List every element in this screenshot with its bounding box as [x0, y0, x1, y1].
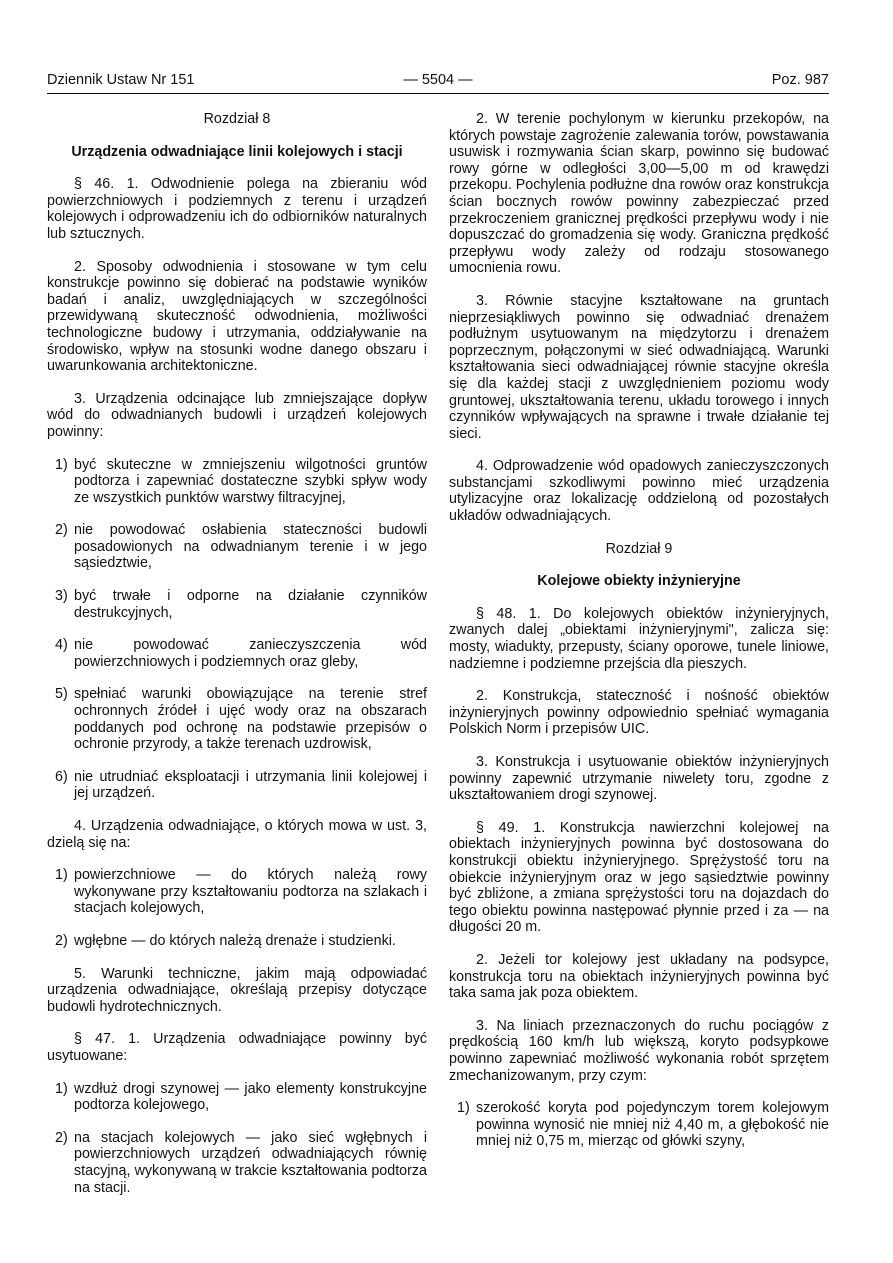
chapter-label: Rozdział 8	[203, 111, 271, 127]
paragraph: 2. Konstrukcja, stateczność i nośność obiektów inżynieryjnych powinny odpowiednio spełniać wymagania Polskich Norm i przepisów UIC.	[449, 688, 829, 738]
paragraph: 5. Warunki techniczne, jakim mają odpowiadać urządzenia odwadniające, określają przepisy dotyczące budowli hydrotechnicznych.	[47, 965, 427, 1015]
paragraph: 3. Konstrukcja i usytuowanie obiektów inżynieryjnych powinny zapewnić utrzymanie niwelety toru, zgodne z ukształtowaniem drogi szynowej.	[449, 754, 829, 804]
paragraph: § 49. 1. Konstrukcja nawierzchni kolejowej na obiektach inżynieryjnych powinna być dostosowana do konstrukcji obiektu inżynieryjnego. Sprężystość toru na obiekcie inżynieryjnym oraz w jego sąsiedztwie powinny być zbliżone, a zmiana sprężystości toru na dojazdach do tego obiektu powinna następować płynnie przed i za — na długości 20 m.	[449, 819, 829, 936]
chapter-title: Kolejowe obiekty inżynieryjne	[537, 573, 741, 590]
header-rule	[47, 93, 829, 94]
list-item: 3) być trwałe i odporne na działanie czynników destrukcyjnych,	[55, 588, 427, 621]
paragraph: 4. Odprowadzenie wód opadowych zanieczyszczonych substancjami szkodliwymi powinno mieć urządzenia utylizacyjne oraz lokalizację oddzieloną od pozostałych układów odwadniających.	[449, 458, 829, 525]
page-header	[47, 72, 829, 94]
paragraph: 3. Na liniach przeznaczonych do ruchu pociągów z prędkością 160 km/h lub większą, koryto podsypkowe powinno zapewniać możliwość wykonania robót sprzętem zmechanizowanym, przy czym:	[449, 1017, 829, 1084]
paragraph: § 47. 1. Urządzenia odwadniające powinny być usytuowane:	[47, 1031, 427, 1064]
list-item: 1) wzdłuż drogi szynowej — jako elementy konstrukcyjne podtorza kolejowego,	[55, 1080, 427, 1114]
right-column	[449, 111, 829, 1166]
paragraph: § 48. 1. Do kolejowych obiektów inżynieryjnych, zwanych dalej „obiektami inżynieryjnymi", zalicza się: mosty, wiadukty, przepusty, ściany oporowe, tunele liniowe, nadziemne i podziemne przejścia dla pieszych.	[449, 605, 829, 672]
paragraph: § 46. 1. Odwodnienie polega na zbieraniu wód powierzchniowych i podziemnych z terenu i urządzeń kolejowych i odprowadzeniu ich do odbiorników naturalnych lub sztucznych.	[47, 176, 427, 242]
list-item: 2) nie powodować osłabienia stateczności budowli posadowionych na odwadnianym terenie i w jego sąsiedztwie,	[55, 522, 427, 572]
list-item: 5) spełniać warunki obowiązujące na terenie stref ochronnych źródeł i ujęć wody oraz na obszarach poddanych pod ochronę na podstawie przepisów o ochronie przyrody, a także terenach uzdrowisk,	[55, 686, 427, 753]
list-item: 2) wgłębne — do których należą drenaże i studzienki.	[55, 932, 396, 949]
paragraph: 3. Urządzenia odcinające lub zmniejszające dopływ wód do odwadnianych budowli i urządzeń kolejowych powinny:	[47, 390, 427, 440]
paragraph: 4. Urządzenia odwadniające, o których mowa w ust. 3, dzielą się na:	[47, 818, 427, 851]
list-item: 4) nie powodować zanieczyszczenia wód powierzchniowych i podziemnych oraz gleby,	[55, 637, 427, 670]
list-item: 1) być skuteczne w zmniejszeniu wilgotności gruntów podtorza i zapewniać dostateczne szybki spływ wody ze wszystkich punktów warstwy filtracyjnej,	[55, 456, 427, 506]
list-item: 1) powierzchniowe — do których należą rowy wykonywane przy kształtowaniu podtorza na szlakach i stacjach kolejowych,	[55, 867, 427, 917]
left-column	[47, 111, 427, 1212]
paragraph: 3. Równie stacyjne kształtowane na gruntach nieprzesiąkliwych powinno się odwadniać drenażem podłużnym usytuowanym na międzytorzu i drenażem poprzecznym, połączonymi w sieć odwadniającą. Warunki kształtowania sieci odwadniającej równie stacyjne określa się dla każdej stacji z uwzględnieniem poziomu wody gruntowej, ukształtowania terenu, układu torowego i innych czynników wpływających na sprawne i trwałe działanie tej sieci.	[449, 292, 829, 442]
list-item: 1) szerokość koryta pod pojedynczym torem kolejowym powinna wynosić nie mniej niż 4,40 m, a głębokość nie mniej niż 0,75 m, mierząc od główki szyny,	[457, 1100, 829, 1150]
chapter-label: Rozdział 9	[605, 540, 673, 557]
paragraph: 2. Sposoby odwodnienia i stosowane w tym celu konstrukcje powinno się dobierać na podstawie wyników badań i analiz, uwzględniających w szczególności przewidywaną skuteczność odwodnienia, możliwości technologiczne budowy i utrzymania, oddziaływanie na środowisko, wpływ na stosunki wodne danego obszaru i uwarunkowania architektoniczne.	[47, 258, 427, 375]
paragraph: 2. W terenie pochylonym w kierunku przekopów, na których powstaje zagrożenie zalewania torów, powstawania usuwisk i rozmywania ścian skarp, powinno się budować rowy górne w odległości 3,00—5,00 m od krawędzi przekopu. Pochylenia podłużne dna rowów oraz konstrukcja ścian bocznych rowów powinny zabezpieczać przed przekroczeniem granicznej prędkości przepływu wody i nie dopuszczać do gromadzenia się wody. Graniczna prędkość przepływu wody zależy od rodzaju stosowanego umocnienia rowu.	[449, 111, 829, 277]
page-number: — 5504 —	[403, 72, 473, 88]
position-number: Poz. 987	[771, 72, 829, 88]
paragraph: 2. Jeżeli tor kolejowy jest układany na podsypce, konstrukcja toru na obiektach inżynieryjnych powinna być taka sama jak poza obiektem.	[449, 951, 829, 1002]
chapter-title: Urządzenia odwadniające linii kolejowych i stacji	[71, 143, 403, 160]
list-item: 2) na stacjach kolejowych — jako sieć wgłębnych i powierzchniowych urządzeń odwadniających równię stacyjną, wykonywaną w trakcie kształtowania podtorza na stacji.	[55, 1129, 427, 1196]
journal-title: Dziennik Ustaw Nr 151	[47, 72, 195, 88]
list-item: 6) nie utrudniać eksploatacji i utrzymania linii kolejowej i jej urządzeń.	[55, 768, 427, 802]
